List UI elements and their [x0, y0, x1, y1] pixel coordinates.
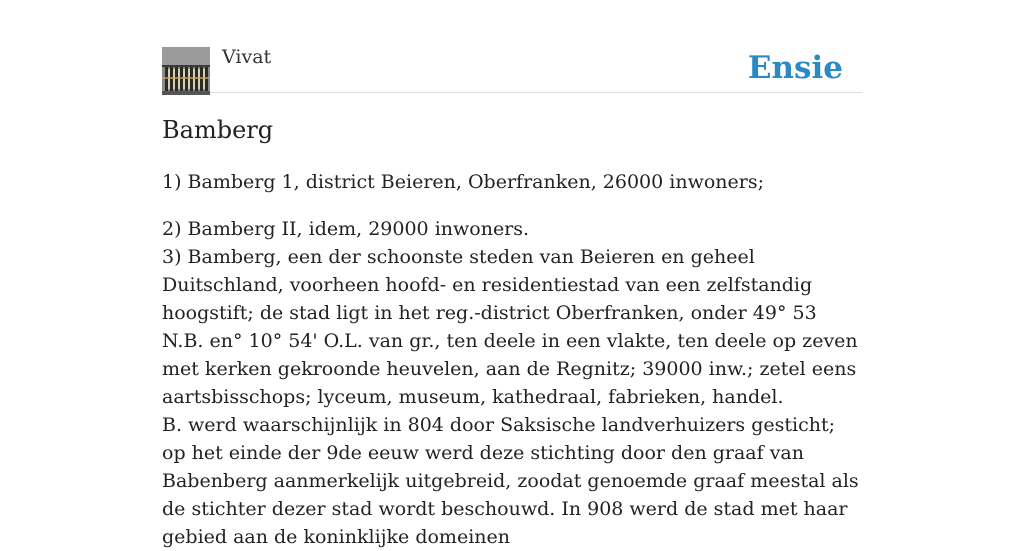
article-body: [162, 168, 862, 551]
paragraph: 1) Bamberg 1, district Beieren, Oberfranken, 26000 inwoners;: [162, 171, 765, 193]
article-page: [162, 0, 862, 548]
book-spines-icon[interactable]: [162, 47, 210, 95]
paragraph: 3) Bamberg, een der schoonste steden van Beieren en geheel Duitschland, voorheen hoofd- en residentiestad van een zelfstandig hoogstift; de stad ligt in het reg.-district Oberfranken, onder 49° 53 N.B. en° 10° 54' O.L. van gr., ten deele in een vlakte, ten deele op zeven met kerken gekroonde heuvelen, aan de Regnitz; 39000 inw.; zetel eens aartsbisschops; lyceum, museum, kathedraal, fabrieken, handel.: [162, 246, 858, 408]
paragraph: 2) Bamberg II, idem, 29000 inwoners.: [162, 218, 530, 240]
header: [162, 0, 862, 93]
paragraph: B. werd waarschijnlijk in 804 door Saksische landverhuizers gesticht; op het einde der 9de eeuw werd deze stichting door den graaf van Babenberg aanmerkelijk uitgebreid, zoodat genoemde graaf meestal als de stichter dezer stad wordt beschouwd. In 908 werd de stad met haar gebied aan de koninklijke domeinen: [162, 414, 859, 548]
page-title: Bamberg: [162, 116, 274, 144]
brand-logo[interactable]: Ensie: [747, 50, 843, 86]
source-name[interactable]: Vivat: [222, 46, 272, 68]
